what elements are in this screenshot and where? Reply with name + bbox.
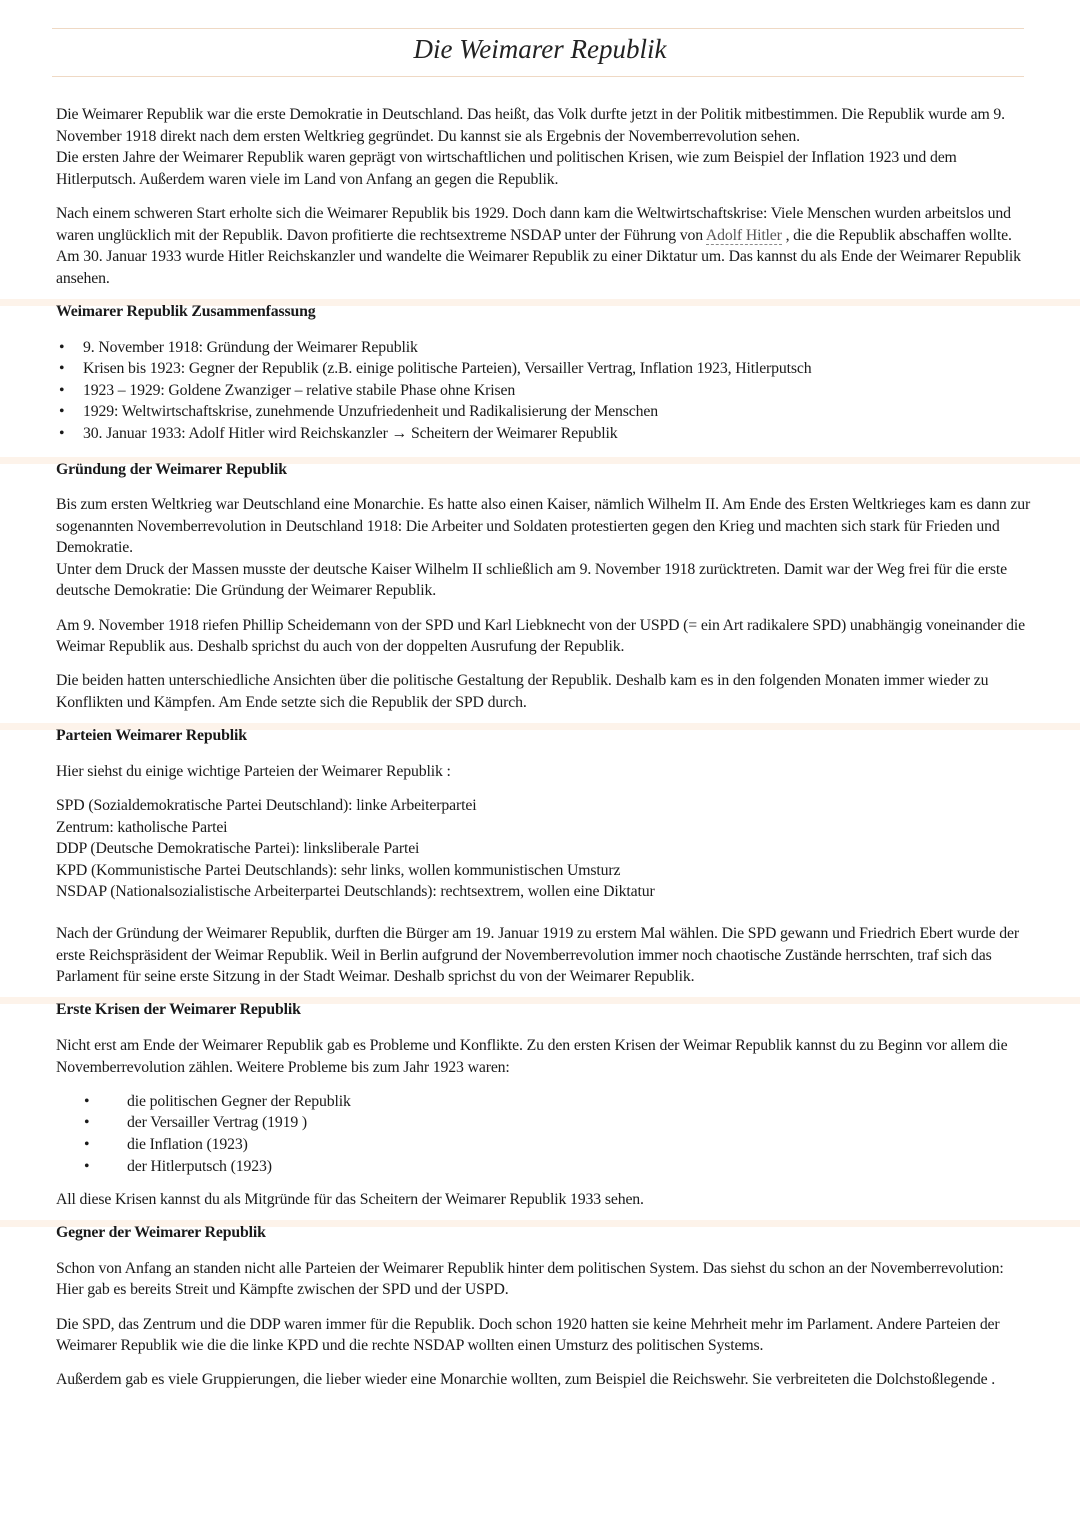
list-item: • 30. Januar 1933: Adolf Hitler wird Reichskanzler → Scheitern der Weimarer Republik — [56, 423, 1031, 445]
list-item: • der Hitlerputsch (1923) — [56, 1156, 1031, 1178]
list-item: • der Versailler Vertrag (1919 ) — [56, 1112, 1031, 1134]
list-item: • die politischen Gegner der Republik — [56, 1091, 1031, 1113]
list-item: • Krisen bis 1923: Gegner der Republik (z.B. einige politische Parteien), Versailler Vertrag, Inflation 1923, Hitlerputsch — [56, 358, 1031, 380]
list-item: • die Inflation (1923) — [56, 1134, 1031, 1156]
parties-paragraph-after: Nach der Gründung der Weimarer Republik, durften die Bürger am 19. Januar 1919 zu erstem Mal wählen. Die SPD gewann und Friedrich Ebert wurde der erste Reichspräsident der Weimar Republik. Weil in Berlin aufgrund der Novemberrevolution immer noch chaotische Zustände herrschten, traf sich das Parlament für seine erste Sitzung in der Stadt Weimar. Deshalb sprichst du von der Weimarer Republik. — [56, 924, 1019, 986]
parties-intro: Hier siehst du einige wichtige Parteien der Weimarer Republik : — [56, 762, 451, 780]
crises-list — [56, 1091, 1031, 1177]
founding-paragraph-2: Am 9. November 1918 riefen Phillip Scheidemann von der SPD und Karl Liebknecht von der USPD (= ein Art radikalere SPD) unabhängig voneinander die Weimar Republik aus. Deshalb sprichst du auch von der doppelten Ausrufung der Republik. — [56, 616, 1025, 656]
adolf-hitler-link[interactable]: Adolf Hitler — [705, 226, 782, 244]
opponents-paragraph-3: Außerdem gab es viele Gruppierungen, die lieber wieder eine Monarchie wollten, zum Beispiel die Reichswehr. Sie verbreiteten die Dolchstoßlegende . — [56, 1371, 996, 1389]
party-line: SPD (Sozialdemokratische Partei Deutschland): linke Arbeiterpartei — [56, 797, 477, 814]
intro-text-1a: Die Weimarer Republik war die erste Demokratie in Deutschland. Das heißt, das Volk durfte jetzt in der Politik mitbestimmen. Die Republik wurde am 9. November 1918 direkt nach dem ersten Weltkrieg gegründet. Du kannst sie als Ergebnis der Novemberrevolution sehen. — [56, 106, 1005, 145]
title-rule-top — [52, 28, 1024, 29]
title-rule-bottom — [52, 76, 1024, 77]
opponents-paragraph-2: Die SPD, das Zentrum und die DDP waren immer für die Republik. Doch schon 1920 hatten sie keine Mehrheit mehr im Parlament. Andere Parteien der Weimarer Republik wie die die linke KPD und die rechte NSDAP wollten einen Umsturz des politischen Systems. — [56, 1315, 1000, 1355]
parties-list — [56, 795, 1031, 903]
page-title: Die Weimarer Republik — [413, 34, 667, 64]
section-heading-parties: Parteien Weimarer Republik — [0, 723, 1080, 748]
crises-paragraph-1: Nicht erst am Ende der Weimarer Republik gab es Probleme und Konflikte. Zu den ersten Krisen der Weimar Republik kannst du zu Beginn vor allem die Novemberrevolution zählen. Weitere Probleme bis zum Jahr 1923 waren: — [56, 1036, 1008, 1076]
party-line: NSDAP (Nationalsozialistische Arbeiterpartei Deutschlands): rechtsextrem, wollen eine Diktatur — [56, 883, 655, 901]
founding-text-1a: Bis zum ersten Weltkrieg war Deutschland eine Monarchie. Es hatte also einen Kaiser, nämlich Wilhelm II. Am Ende des Ersten Weltkrieges kam es dann zur sogenannten Novemberrevolution in Deutschland 1918: Die Arbeiter und Soldaten protestierten gegen den Krieg und machten sich stark für Frieden und Demokratie. — [56, 496, 1031, 557]
article-body — [56, 104, 1031, 1404]
founding-text-1b: Unter dem Druck der Massen musste der deutsche Kaiser Wilhelm II schließlich am 9. November 1918 zurücktreten. Damit war der Weg frei für die erste deutsche Demokratie: Die Gründung der Weimarer Republik. — [56, 560, 1008, 600]
intro-text-2b: , die die Republik abschaffen wollte. Am 30. Januar 1933 wurde Hitler Reichskanzler und wandelte die Weimarer Republik zu einer Diktatur um. Das kannst du als Ende der Weimarer Republik ansehen. — [56, 226, 1021, 287]
summary-list — [56, 337, 1031, 445]
list-item: • 9. November 1918: Gründung der Weimarer Republik — [56, 337, 1031, 359]
founding-paragraph-1 — [56, 494, 1031, 602]
founding-paragraph-3: Die beiden hatten unterschiedliche Ansichten über die politische Gestaltung der Republik. Deshalb kam es in den folgenden Monaten immer wieder zu Konflikten und Kämpfen. Am Ende setzte sich die Republik der SPD durch. — [56, 672, 989, 712]
intro-text-1b: Die ersten Jahre der Weimarer Republik waren geprägt von wirtschaftlichen und politischen Krisen, wie zum Beispiel der Inflation 1923 und dem Hitlerputsch. Außerdem waren viele im Land von Anfang an gegen die Republik. — [56, 149, 957, 188]
intro-paragraph-1 — [56, 104, 1031, 190]
opponents-paragraph-1: Schon von Anfang an standen nicht alle Parteien der Weimarer Republik hinter dem politischen System. Das siehst du schon an der Novemberrevolution: Hier gab es bereits Streit und Kämpfte zwischen der SPD und der USPD. — [56, 1259, 1004, 1299]
party-line: Zentrum: katholische Partei — [56, 818, 228, 836]
section-heading-crises: Erste Krisen der Weimarer Republik — [0, 997, 1080, 1022]
party-line: DDP (Deutsche Demokratische Partei): linksliberale Partei — [56, 840, 420, 858]
section-heading-summary: Weimarer Republik Zusammenfassung — [0, 299, 1080, 324]
crises-paragraph-2: All diese Krisen kannst du als Mitgründe für das Scheitern der Weimarer Republik 1933 sehen. — [56, 1191, 644, 1209]
list-item: • 1923 – 1929: Goldene Zwanziger – relative stabile Phase ohne Krisen — [56, 380, 1031, 402]
section-heading-founding: Gründung der Weimarer Republik — [0, 457, 1080, 482]
section-heading-opponents: Gegner der Weimarer Republik — [0, 1220, 1080, 1245]
list-item: • 1929: Weltwirtschaftskrise, zunehmende Unzufriedenheit und Radikalisierung der Menschen — [56, 401, 1031, 423]
intro-paragraph-2 — [56, 203, 1031, 289]
intro-text-2a: Nach einem schweren Start erholte sich die Weimarer Republik bis 1929. Doch dann kam die Weltwirtschaftskrise: Viele Menschen wurden arbeitslos und waren unglücklich mit der Republik. Davon profitierte die rechtsextreme NSDAP unter der Führung von — [56, 204, 1011, 244]
party-line: KPD (Kommunistische Partei Deutschlands): sehr links, wollen kommunistischen Umsturz — [56, 861, 621, 879]
